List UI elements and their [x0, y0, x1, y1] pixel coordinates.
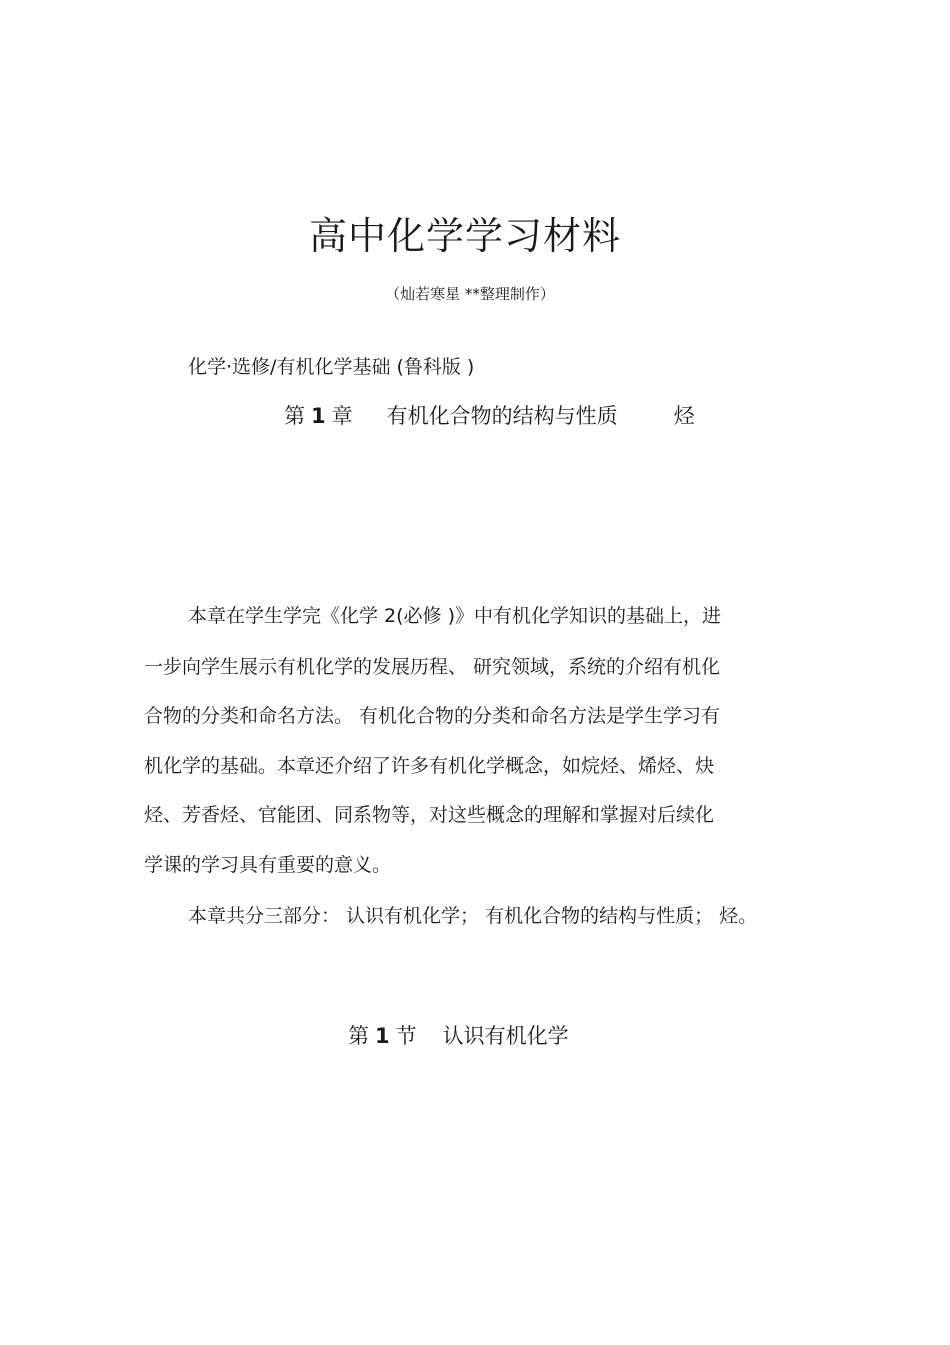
body-line-1: 本章在学生学完《化学 2(必修 )》中有机化学知识的基础上，进	[188, 605, 721, 627]
section-number: 1	[375, 1024, 390, 1048]
body-line-5: 烃、芳香烃、官能团、同系物等，对这些概念的理解和掌握对后续化	[144, 804, 715, 826]
document-subtitle: （灿若寒星 **整理制作）	[385, 285, 555, 303]
chapter-title-part2: 烃	[673, 404, 695, 428]
chapter-number: 1	[311, 404, 326, 428]
course-heading: 化学·选修/有机化学基础 (鲁科版 )	[188, 356, 475, 378]
body-line-3: 合物的分类和命名方法。 有机化合物的分类和命名方法是学生学习有	[144, 705, 721, 727]
chapter-heading	[284, 402, 695, 430]
body-line-6: 学课的学习具有重要的意义。	[144, 854, 392, 876]
section-prefix: 第	[348, 1024, 369, 1048]
chapter-prefix: 第	[284, 404, 305, 428]
section-heading	[348, 1022, 569, 1050]
chapter-title-part1: 有机化合物的结构与性质	[386, 404, 618, 428]
body-line-4: 机化学的基础。本章还介绍了许多有机化学概念，如烷烃、烯烃、炔	[144, 755, 715, 777]
document-title: 高中化学学习材料	[308, 214, 621, 258]
section-title: 认识有机化学	[442, 1024, 569, 1048]
chapter-suffix: 章	[331, 404, 353, 428]
body-line-2: 一步向学生展示有机化学的发展历程、 研究领域，系统的介绍有机化	[144, 656, 721, 678]
body-line-7: 本章共分三部分： 认识有机化学； 有机化合物的结构与性质； 烃。	[188, 905, 758, 927]
section-suffix: 节	[395, 1024, 417, 1048]
